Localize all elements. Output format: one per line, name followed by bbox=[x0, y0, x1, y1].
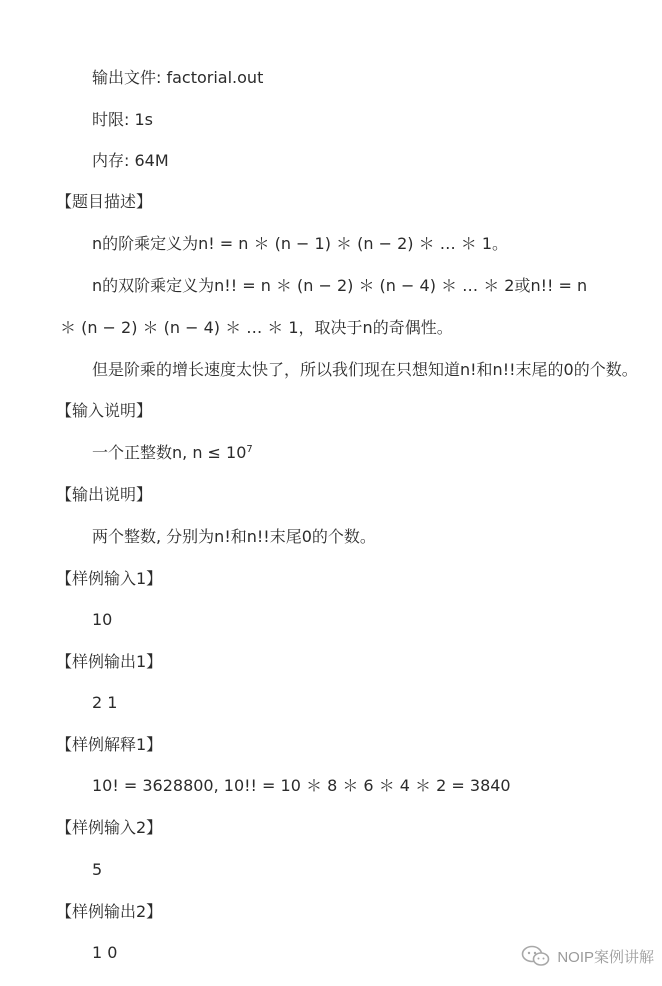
sample-output-1-heading: 【样例输出1】 bbox=[56, 652, 163, 671]
sample-input-1-heading: 【样例输入1】 bbox=[56, 569, 163, 588]
input-text bbox=[92, 443, 253, 463]
output-text: 两个整数, 分别为n!和n!!末尾0的个数。 bbox=[92, 527, 376, 546]
sample-input-1-value: 10 bbox=[92, 610, 113, 629]
memory-line: 内存: 64M bbox=[92, 151, 169, 170]
input-heading: 【输入说明】 bbox=[56, 401, 153, 420]
watermark-text: NOIP案例讲解 bbox=[557, 948, 654, 966]
output-heading: 【输出说明】 bbox=[56, 485, 153, 504]
sample-explanation-1-heading: 【样例解释1】 bbox=[56, 735, 163, 754]
watermark bbox=[521, 945, 654, 967]
problem-paragraph-1: n的阶乘定义为n! = n ＊ (n − 1) ＊ (n − 2) ＊ … ＊ 1。 bbox=[92, 234, 509, 253]
sample-output-2-value: 1 0 bbox=[92, 943, 118, 962]
time-limit-line: 时限: 1s bbox=[92, 110, 153, 129]
sample-input-2-heading: 【样例输入2】 bbox=[56, 818, 163, 837]
sample-explanation-1-value: 10! = 3628800, 10!! = 10 ＊ 8 ＊ 6 ＊ 4 ＊ 2 = 3840 bbox=[92, 776, 511, 795]
problem-paragraph-2a: n的双阶乘定义为n!! = n ＊ (n − 2) ＊ (n − 4) ＊ … ＊ 2或n!! = n bbox=[92, 276, 588, 295]
sample-output-2-heading: 【样例输出2】 bbox=[56, 902, 163, 921]
input-exponent: 7 bbox=[246, 444, 253, 455]
sample-input-2-value: 5 bbox=[92, 860, 103, 879]
output-file-line: 输出文件: factorial.out bbox=[92, 68, 264, 87]
sample-output-1-value: 2 1 bbox=[92, 693, 118, 712]
input-text-main: 一个正整数n, n ≤ 10 bbox=[92, 443, 247, 462]
wechat-icon bbox=[521, 945, 551, 967]
problem-paragraph-2b: ＊ (n − 2) ＊ (n − 4) ＊ … ＊ 1，取决于n的奇偶性。 bbox=[60, 318, 453, 337]
problem-heading: 【题目描述】 bbox=[56, 192, 153, 211]
problem-paragraph-3: 但是阶乘的增长速度太快了，所以我们现在只想知道n!和n!!末尾的0的个数。 bbox=[92, 360, 638, 379]
